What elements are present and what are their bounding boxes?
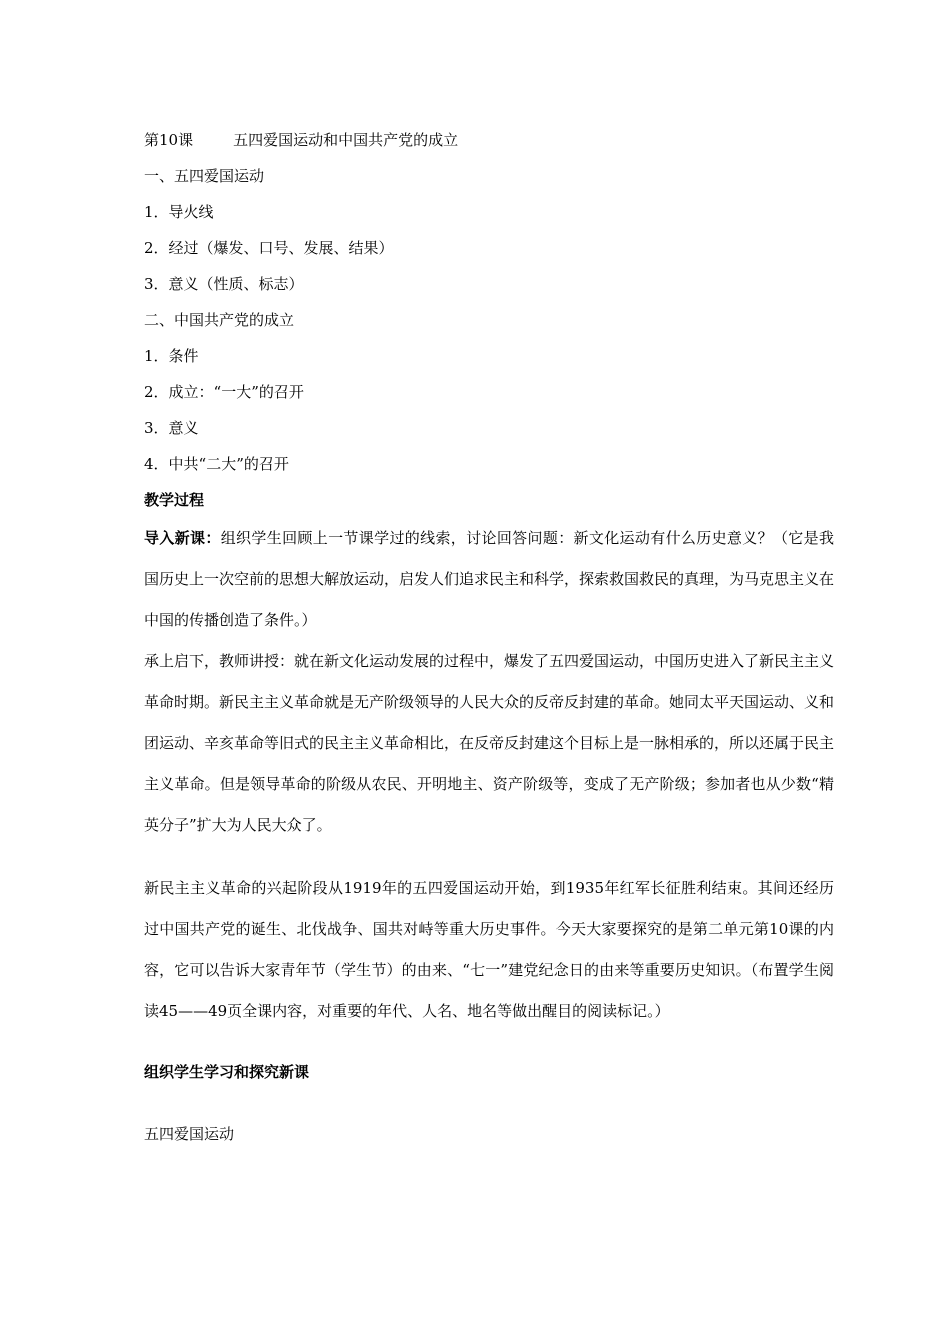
process-heading: 教学过程 — [144, 491, 205, 509]
outline-item: 3．意义 — [144, 419, 199, 437]
subsection-title: 五四爱国运动 — [144, 1125, 235, 1143]
outline-item: 1．导火线 — [144, 203, 214, 221]
outline-item: 一、五四爱国运动 — [144, 167, 265, 185]
outline-item: 1．条件 — [144, 347, 199, 365]
paragraph-two: 承上启下，教师讲授：就在新文化运动发展的过程中，爆发了五四爱国运动，中国历史进入了新民主主义革命时期。新民主主义革命就是无产阶级领导的人民大众的反帝反封建的革命。她同太平天国运动、义和团运动、辛亥革命等旧式的民主主义革命相比，在反帝反封建这个目标上是一脉相承的，所以还属于民主主义革命。但是领导革命的阶级从农民、开明地主、资产阶级等，变成了无产阶级；参加者也从少数“精英分子”扩大为人民大众了。 — [144, 652, 835, 834]
outline-item: 2．成立：“一大”的召开 — [144, 383, 304, 401]
outline-item: 4．中共“二大”的召开 — [144, 455, 289, 473]
section-heading: 组织学生学习和探究新课 — [144, 1063, 310, 1081]
paragraph-three: 新民主主义革命的兴起阶段从1919年的五四爱国运动开始，到1935年红军长征胜利结束。其间还经历过中国共产党的诞生、北伐战争、国共对峙等重大历史事件。今天大家要探究的是第二单元第10课的内容，它可以告诉大家青年节（学生节）的由来、“七一”建党纪念日的由来等重要历史知识。（布置学生阅读45——49页全课内容，对重要的年代、人名、地名等做出醒目的阅读标记。） — [144, 879, 834, 1020]
lesson-title — [144, 122, 834, 158]
outline-item: 2．经过（爆发、口号、发展、结果） — [144, 239, 394, 257]
intro-paragraph — [144, 518, 834, 641]
document-page — [144, 122, 834, 1152]
outline-item: 3．意义（性质、标志） — [144, 275, 304, 293]
intro-text: 组织学生回顾上一节课学过的线索，讨论回答问题：新文化运动有什么历史意义？（它是我国历史上一次空前的思想大解放运动，启发人们追求民主和科学，探索救国救民的真理，为马克思主义在中国的传播创造了条件。） — [144, 529, 835, 629]
lesson-number: 第10课 — [144, 131, 194, 149]
intro-label: 导入新课： — [144, 529, 221, 547]
outline-item: 二、中国共产党的成立 — [144, 311, 295, 329]
lesson-name: 五四爱国运动和中国共产党的成立 — [233, 131, 459, 149]
